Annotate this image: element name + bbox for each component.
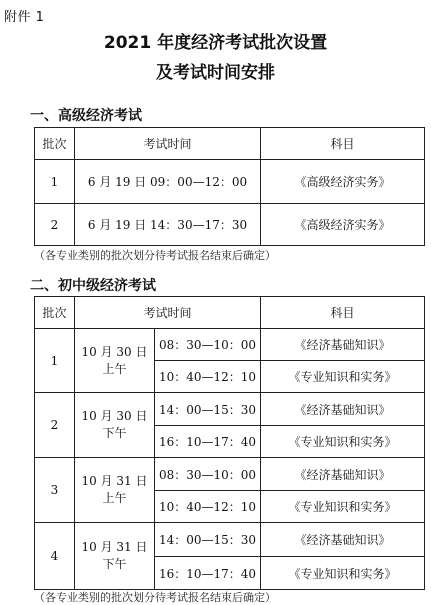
- exam-date-cell: [75, 523, 155, 590]
- document-title-line-1: 2021 年度经济考试批次设置: [103, 33, 328, 53]
- exam-time: 14：00—15：30: [155, 523, 261, 557]
- header-subject: 科目: [261, 297, 425, 329]
- exam-time: 10：40—12：10: [155, 491, 261, 523]
- exam-time: 14：00—15：30: [155, 393, 261, 426]
- table-row: [35, 458, 425, 491]
- batch-number: 2: [35, 204, 75, 246]
- exam-subject: 《经济基础知识》: [261, 458, 425, 491]
- exam-date: 10 月 30 日: [81, 409, 148, 423]
- batch-number: 2: [35, 393, 75, 458]
- exam-period: 上午: [102, 491, 127, 505]
- exam-subject: 《高级经济实务》: [261, 160, 425, 204]
- batch-number: 1: [35, 160, 75, 204]
- exam-date-cell: [75, 458, 155, 523]
- exam-period: 下午: [102, 557, 127, 571]
- header-time: 考试时间: [75, 297, 261, 329]
- exam-subject: 《高级经济实务》: [261, 204, 425, 246]
- batch-note-senior: （各专业类别的批次划分待考试报名结束后确定）: [34, 249, 276, 262]
- table-row: [35, 160, 425, 204]
- batch-number: 1: [35, 329, 75, 393]
- senior-exam-table: [34, 127, 425, 246]
- exam-subject: 《专业知识和实务》: [261, 361, 425, 393]
- exam-subject: 《专业知识和实务》: [261, 426, 425, 458]
- exam-date: 10 月 31 日: [81, 474, 148, 488]
- table-row: [35, 204, 425, 246]
- table-header-row: [35, 128, 425, 160]
- exam-subject: 《经济基础知识》: [261, 329, 425, 361]
- exam-time: 08：30—10：00: [155, 329, 261, 361]
- header-batch: 批次: [35, 128, 75, 160]
- exam-date: 10 月 31 日: [81, 540, 148, 554]
- document-title-line-2: 及考试时间安排: [156, 63, 275, 83]
- exam-date: 10 月 30 日: [81, 344, 148, 359]
- exam-subject: 《经济基础知识》: [261, 523, 425, 557]
- exam-period: 下午: [102, 426, 127, 440]
- attachment-label: 附件 1: [4, 10, 45, 25]
- header-time: 考试时间: [75, 128, 261, 160]
- section-heading-senior: 一、高级经济考试: [30, 108, 142, 124]
- exam-period: 上午: [102, 361, 127, 376]
- header-batch: 批次: [35, 297, 75, 329]
- batch-number: 4: [35, 523, 75, 590]
- exam-time: 10：40—12：10: [155, 361, 261, 393]
- exam-time: 6 月 19 日 14：30—17：30: [75, 204, 261, 246]
- junior-exam-table: [34, 296, 425, 590]
- exam-time: 08：30—10：00: [155, 458, 261, 491]
- section-heading-junior: 二、初中级经济考试: [30, 278, 156, 294]
- exam-subject: 《专业知识和实务》: [261, 557, 425, 590]
- table-row: [35, 393, 425, 426]
- exam-time: 16：10—17：40: [155, 426, 261, 458]
- exam-time: 6 月 19 日 09：00—12：00: [75, 160, 261, 204]
- header-subject: 科目: [261, 128, 425, 160]
- exam-time: 16：10—17：40: [155, 557, 261, 590]
- table-row: [35, 329, 425, 361]
- exam-date-cell: [75, 329, 155, 393]
- exam-subject: 《专业知识和实务》: [261, 491, 425, 523]
- exam-subject: 《经济基础知识》: [261, 393, 425, 426]
- exam-date-cell: [75, 393, 155, 458]
- batch-number: 3: [35, 458, 75, 523]
- batch-note-junior: （各专业类别的批次划分待考试报名结束后确定）: [34, 591, 276, 604]
- table-header-row: [35, 297, 425, 329]
- table-row: [35, 523, 425, 557]
